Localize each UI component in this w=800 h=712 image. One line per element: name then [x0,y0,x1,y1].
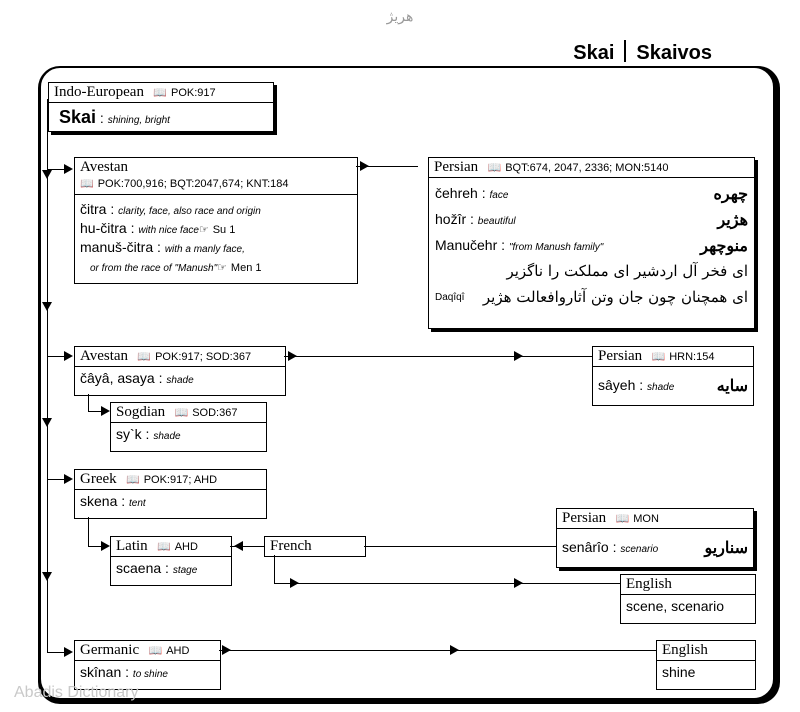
pointing-hand-icon: ☞ [198,224,209,236]
persian1-header [429,158,754,178]
avestan1-ref: POK:700,916; BQT:2047,674; KNT:184 [97,178,289,190]
avestan1-body: čitra : clarity, face, also race and origin hu-čitra : with nice face☞ Su 1 manuš-čitra : with a manly face, or from the race of "Manush"☞ Men 1 [80,201,262,274]
persian2-header [593,347,753,367]
entry-word: čitra [80,201,107,217]
arrow-icon [101,406,110,416]
poet-name: Daqîqî [435,291,465,303]
entry-meaning: clarity, face, also race and origin [118,206,261,217]
persian-box-3 [556,508,754,568]
arrow-icon [42,302,52,311]
book-icon: 📖 [157,541,171,553]
entry-word: scaena [116,560,162,576]
book-icon: 📖 [126,474,140,486]
germanic-ref: AHD [166,645,190,657]
connector-line [88,394,89,412]
entry-meaning: tent [129,498,146,509]
book-icon: 📖 [153,87,168,99]
pointing-hand-icon: ☞ [217,262,228,274]
english2-header [657,641,755,661]
connector-line [274,555,275,583]
book-icon: 📖 [615,513,630,525]
germanic-header [75,641,220,661]
english-box-2 [656,640,756,690]
entry-meaning: with a manly face, [164,244,245,255]
arrow-icon [42,572,52,581]
entry-word: manuš-čitra [80,239,154,255]
persian3-header [557,509,753,529]
root-body: Skai : shining, bright [59,107,170,127]
connector-line [88,517,89,546]
top-title: هریژ [386,8,414,24]
root-meaning: shining, bright [107,115,170,126]
english-box-1 [620,574,756,624]
persian1-lang: Persian [434,159,479,175]
entry-word: skena [80,493,118,509]
entry-word: hožîr [435,211,467,227]
persian1-ref: BQT:674, 2047, 2336; MON:5140 [505,162,669,174]
english2-lang: English [662,642,708,658]
persian3-lang: Persian [562,510,607,526]
sogdian-body: sy`k : shade [116,426,181,442]
avestan2-body: čâyâ, asaya : shade [80,370,194,386]
latin-header [111,537,231,557]
persian3-ref: MON [633,513,659,525]
sogdian-ref: SOD:367 [192,407,238,419]
latin-lang: Latin [116,538,148,554]
connector-line [364,546,556,547]
entry-meaning: shade [153,431,181,442]
sogdian-header [111,403,266,423]
english1-body [621,595,755,617]
arrow-icon [450,645,459,655]
arrow-icon [290,578,299,588]
root-word: Skai [59,107,97,127]
avestan2-ref: POK:917; SOD:367 [155,351,252,363]
avestan2-header [75,347,285,367]
poem-verse-1: ای فخر آل اردشیر ای مملکت را ناگزیر [506,262,748,280]
arrow-icon [514,351,523,361]
english2-body [657,661,755,683]
root-lang: Indo-European [54,84,144,100]
entry-meaning: to shine [132,669,168,680]
arrow-icon [64,647,73,657]
avestan-box-1 [74,157,358,284]
connector-line [284,356,592,357]
arrow-icon [64,351,73,361]
latin-ref: AHD [174,541,198,553]
header-left: Skai [573,42,615,64]
english1-lang: English [626,576,672,592]
avestan-box-2 [74,346,286,396]
persian-box-1 [428,157,755,329]
arrow-icon [288,351,297,361]
arrow-icon [222,645,231,655]
arrow-icon [360,161,369,171]
sogdian-lang: Sogdian [116,404,166,420]
greek-ref: POK:917; AHD [143,474,218,486]
connector-line [219,650,656,651]
entry-meaning: stage [172,565,198,576]
germanic-body: skînan : to shine [80,664,168,680]
entry-meaning: shade [647,382,675,393]
germanic-lang: Germanic [80,642,140,658]
avestan1-lang: Avestan [80,159,129,175]
watermark: Abadis Dictionary [14,684,139,701]
arrow-icon [514,578,523,588]
french-lang: French [270,538,312,554]
root-header [49,83,273,103]
arrow-icon [101,541,110,551]
entry-meaning: scenario [620,544,659,555]
french-box [264,536,366,557]
book-icon: 📖 [148,645,163,657]
persian3-body: senârîo : scenario سناریو [562,537,748,557]
entry-meaning: or from the race of "Manush" [90,263,218,274]
entry-word: scene, scenario [626,598,725,614]
avestan2-lang: Avestan [80,348,129,364]
book-icon: 📖 [137,351,152,363]
persian1-body: čehreh : face چهره hožîr : beautiful هژیر Manučehr : "from Manush family" منوچهر ای فخر آل اردشیر ای مملکت را ناگزیر Daqîqî ای همچنان چون جان وتن آثاروافعالت هژیر [435,183,748,306]
arrow-icon [42,418,52,427]
latin-body: scaena : stage [116,560,198,576]
entry-persian-script: سناریو [704,537,748,557]
persian2-lang: Persian [598,348,643,364]
english1-header [621,575,755,595]
entry-word: čehreh [435,185,478,201]
entry-word: senârîo [562,539,609,555]
entry-persian-script: چهره [713,183,748,203]
arrow-icon [234,541,243,551]
header-divider [624,40,626,62]
entry-word: hu-čitra [80,220,127,236]
arrow-icon [42,170,52,179]
entry-meaning: face [489,190,509,201]
persian-box-2 [592,346,754,406]
book-icon: 📖 [80,178,94,190]
entry-persian-script: منوچهر [700,235,748,255]
entry-word: sâyeh [598,377,636,393]
entry-meaning: shade [166,375,194,386]
greek-body: skena : tent [80,493,146,509]
arrow-icon [64,164,73,174]
persian2-ref: HRN:154 [669,351,715,363]
entry-persian-script: سایه [716,375,748,395]
persian2-body: sâyeh : shade سایه [598,375,748,395]
entry-word: shine [662,664,696,680]
poem-verse-2: ای همچنان چون جان وتن آثاروافعالت هژیر [482,288,748,306]
greek-header [75,470,266,490]
entry-word: Manučehr [435,237,498,253]
greek-lang: Greek [80,471,117,487]
entry-meaning: with nice face [138,225,199,236]
germanic-box [74,640,221,690]
avestan1-header [75,158,357,195]
sogdian-box [110,402,267,452]
arrow-icon [64,474,73,484]
entry-meaning: beautiful [477,216,516,227]
entry-note: Su 1 [212,224,236,236]
entry-word: skînan [80,664,122,680]
book-icon: 📖 [651,351,666,363]
book-icon: 📖 [487,162,502,174]
entry-meaning: "from Manush family" [508,242,604,253]
root-ref: POK:917 [171,87,216,99]
entry-word: sy`k [116,426,142,442]
entry-word: čâyâ, asaya [80,370,155,386]
entry-persian-script: هژیر [717,209,748,229]
header-right: Skaivos [636,42,712,64]
connector-line [274,583,620,584]
entry-note: Men 1 [230,262,262,274]
greek-box [74,469,267,519]
entry-header [573,40,712,65]
latin-box [110,536,232,586]
book-icon: 📖 [174,407,189,419]
trunk-line [47,99,48,652]
root-box [48,82,274,132]
